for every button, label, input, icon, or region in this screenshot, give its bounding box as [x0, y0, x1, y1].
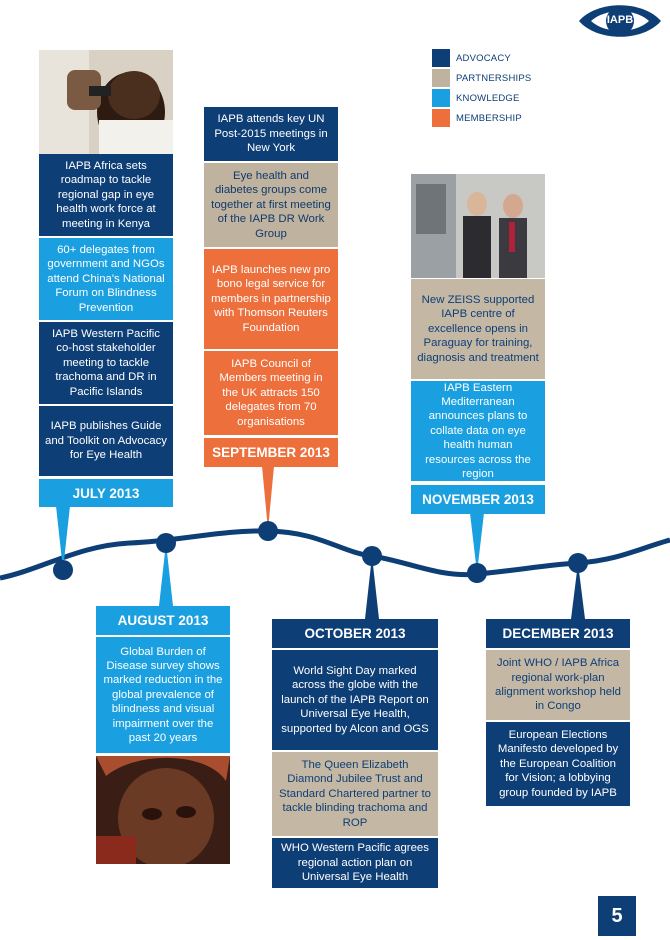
- september-item-3: IAPB launches new pro bono legal service for members in partnership with Thomson Reuters Foundation: [204, 249, 338, 351]
- iapb-logo: [575, 0, 665, 42]
- october-item-1: World Sight Day marked across the globe with the launch of the IAPB Report on Universal Eye Health, supported by Alcon and OGS: [272, 650, 438, 752]
- november-node: [467, 563, 487, 583]
- july-item-3: IAPB Western Pacific co-host stakeholder meeting to tackle trachoma and DR in Pacific Islands: [39, 322, 173, 406]
- october-label: OCTOBER 2013: [272, 619, 438, 648]
- december-item-2: European Elections Manifesto developed by the European Coalition for Vision; a lobbying group founded by IAPB: [486, 722, 630, 808]
- december-node: [568, 553, 588, 573]
- november-item-2: IAPB Eastern Mediterranean announces plans to collate data on eye health human resources across the region: [411, 381, 545, 483]
- july-item-4: IAPB publishes Guide and Toolkit on Advocacy for Eye Health: [39, 406, 173, 478]
- legend-advocacy: ADVOCACY: [432, 49, 511, 67]
- logo-text: IAPB: [606, 14, 634, 26]
- september-item-4: IAPB Council of Members meeting in the UK attracts 150 delegates from 70 organisations: [204, 351, 338, 437]
- september-item-2: Eye health and diabetes groups come together at first meeting of the IAPB DR Work Group: [204, 163, 338, 249]
- september-connector: [262, 466, 274, 530]
- page-number: 5: [598, 896, 636, 936]
- december-item-1: Joint WHO / IAPB Africa regional work-plan alignment workshop held in Congo: [486, 650, 630, 722]
- september-item-1: IAPB attends key UN Post-2015 meetings in New York: [204, 107, 338, 163]
- november-item-1: New ZEISS supported IAPB centre of excellence opens in Paraguay for training, diagnosis and treatment: [411, 279, 545, 381]
- august-photo: [96, 756, 230, 864]
- legend-membership: MEMBERSHIP: [432, 109, 522, 127]
- july-label: JULY 2013: [39, 479, 173, 507]
- legend-knowledge: KNOWLEDGE: [432, 89, 520, 107]
- timeline-wave: [0, 531, 670, 578]
- november-photo: [411, 174, 545, 278]
- september-node: [258, 521, 278, 541]
- july-node: [53, 560, 73, 580]
- october-item-2: The Queen Elizabeth Diamond Jubilee Trust and Standard Chartered partner to tackle blinding trachoma and ROP: [272, 752, 438, 838]
- october-item-3: WHO Western Pacific agrees regional action plan on Universal Eye Health: [272, 838, 438, 890]
- august-node: [156, 533, 176, 553]
- august-item-1: Global Burden of Disease survey shows marked reduction in the global prevalence of blindness and visual impairment over the past 20 years: [96, 637, 230, 755]
- legend: [432, 49, 542, 129]
- december-label: DECEMBER 2013: [486, 619, 630, 648]
- august-label: AUGUST 2013: [96, 606, 230, 635]
- july-item-2: 60+ delegates from government and NGOs attend China's National Forum on Blindness Prevention: [39, 238, 173, 322]
- september-label: SEPTEMBER 2013: [204, 438, 338, 467]
- november-label: NOVEMBER 2013: [411, 485, 545, 514]
- legend-partnerships: PARTNERSHIPS: [432, 69, 531, 87]
- july-item-1: IAPB Africa sets roadmap to tackle regional gap in eye health work force at meeting in Kenya: [39, 154, 173, 238]
- july-photo: [39, 50, 173, 154]
- october-node: [362, 546, 382, 566]
